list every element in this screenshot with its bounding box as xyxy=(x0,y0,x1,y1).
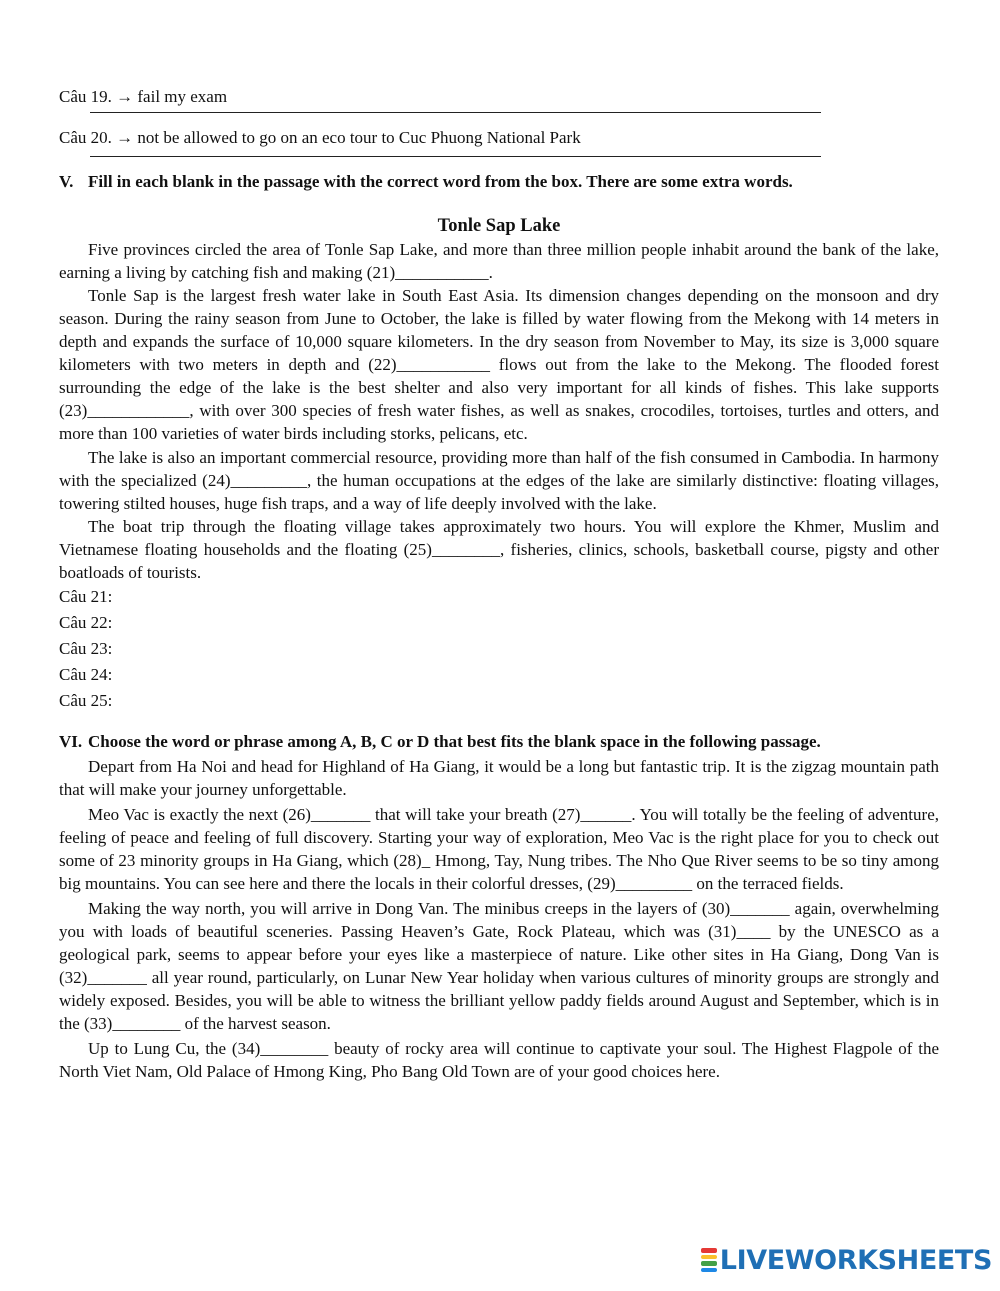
section-v-instruction: Fill in each blank in the passage with the correct word from the box. There are some extra words. xyxy=(88,172,793,191)
worksheet-page xyxy=(59,84,939,1083)
answer-19-line[interactable] xyxy=(90,112,821,113)
passage-v-paragraph: Five provinces circled the area of Tonle Sap Lake, and more than three million people inhabit around the bank of the lake, earning a living by catching fish and making (21)___________. xyxy=(59,240,939,282)
passage-vi-paragraph: Making the way north, you will arrive in Dong Van. The minibus creeps in the layers of (30)_______ again, overwhelming you with loads of beautiful sceneries. Passing Heaven’s Gate, Rock Plateau, which was (31)____ by the UNESCO as a geological park, seems to appear before your eyes like a masterpiece of nature. Like other sites in Ha Giang, Dong Van is (32)_______ all year round, particularly, on Lunar New Year holiday when various cultures of minority groups are strongly and widely exposed. Besides, you will be able to witness the brilliant yellow paddy fields around August and September, which is in the (33)________ of the harvest season. xyxy=(59,899,939,1033)
answer-23-label: Câu 23: xyxy=(59,639,113,658)
answer-19-prompt: Câu 19. → fail my exam xyxy=(59,87,228,106)
answer-20-prompt: Câu 20. → not be allowed to go on an eco tour to Cuc Phuong National Park xyxy=(59,128,581,147)
section-v-number: V. xyxy=(59,172,74,191)
passage-vi-paragraph: Up to Lung Cu, the (34)________ beauty of rocky area will continue to captivate your soul. The Highest Flagpole of the North Viet Nam, Old Palace of Hmong King, Pho Bang Old Town are of your good choices here. xyxy=(59,1039,939,1081)
passage-v-paragraph: The lake is also an important commercial resource, providing more than half of the fish consumed in Cambodia. In harmony with the specialized (24)_________, the human occupations at the edges of the lake are similarly distinctive: floating villages, towering stilted houses, huge fish traps, and a way of life deeply involved with the lake. xyxy=(59,448,939,513)
answer-20-line[interactable] xyxy=(90,156,821,157)
passage-vi-paragraph: Depart from Ha Noi and head for Highland of Ha Giang, it would be a long but fantastic trip. It is the zigzag mountain path that will make your journey unforgettable. xyxy=(59,757,939,799)
passage-v-paragraph: Tonle Sap is the largest fresh water lake in South East Asia. Its dimension changes depending on the monsoon and dry season. During the rainy season from June to October, the lake is filled by water flowing from the Mekong with 14 meters in depth and expands the surface of 10,000 square kilometers. In the dry season from November to May, its size is 3,000 square kilometers with two meters in depth and (22)___________ flows out from the lake to the Mekong. The flooded forest surrounding the edge of the lake is the best shelter and also very important for all kinds of fishes. This lake supports (23)____________, with over 300 species of fresh water fishes, as well as snakes, crocodiles, tortoises, turtles and otters, and more than 100 varieties of water birds including storks, pelicans, etc. xyxy=(59,286,939,443)
liveworksheets-brand: LIVEWORKSHEETS xyxy=(719,1244,992,1276)
answer-21-label: Câu 21: xyxy=(59,587,113,606)
liveworksheets-logo xyxy=(701,1245,992,1275)
answer-24-label: Câu 24: xyxy=(59,665,113,684)
passage-vi-paragraph: Meo Vac is exactly the next (26)_______ that will take your breath (27)______. You will totally be the feeling of adventure, feeling of peace and feeling of full discovery. Starting your way of exploration, Meo Vac is the right place for you to check out some of 23 minority groups in Ha Giang, which (28)_ Hmong, Tay, Nung tribes. The Nho Que River seems to be so tiny among big mountains. You can see here and there the locals in their colorful dresses, (29)_________ on the terraced fields. xyxy=(59,805,939,893)
section-vi-instruction: Choose the word or phrase among A, B, C or D that best fits the blank space in the following passage. xyxy=(88,732,821,751)
passage-title: Tonle Sap Lake xyxy=(437,216,561,236)
section-v-heading xyxy=(59,171,939,193)
liveworksheets-mark-icon xyxy=(701,1248,717,1272)
section-vi-number: VI. xyxy=(59,732,83,751)
answer-22-label: Câu 22: xyxy=(59,613,113,632)
passage-v-paragraph: The boat trip through the floating village takes approximately two hours. You will explore the Khmer, Muslim and Vietnamese floating households and the floating (25)________, fisheries, clinics, schools, basketball course, pigsty and other boatloads of tourists. xyxy=(59,517,939,582)
answer-25-label: Câu 25: xyxy=(59,691,113,710)
section-vi-heading xyxy=(59,731,939,753)
